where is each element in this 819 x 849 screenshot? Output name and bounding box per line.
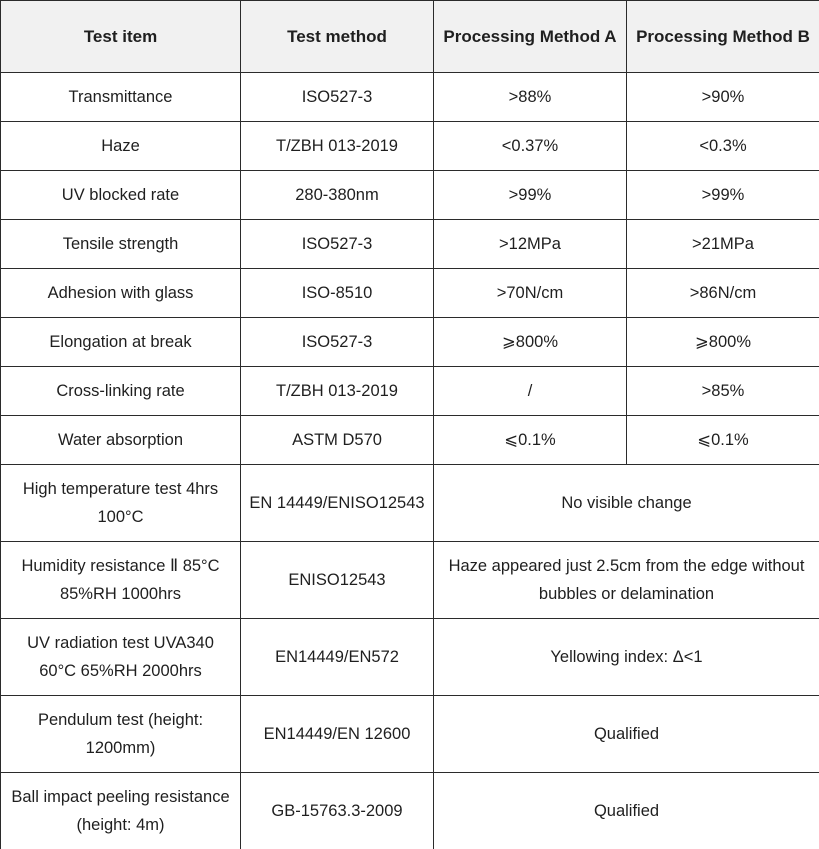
method-a-cell: >12MPa xyxy=(434,220,627,269)
result-cell: Haze appeared just 2.5cm from the edge without bubbles or delamination xyxy=(434,542,819,619)
method-a-cell: / xyxy=(434,367,627,416)
test-item-cell: UV blocked rate xyxy=(1,171,241,220)
header-row xyxy=(1,1,819,73)
result-cell: Qualified xyxy=(434,696,819,773)
test-method-cell: ISO527-3 xyxy=(241,73,434,122)
test-item-cell: Tensile strength xyxy=(1,220,241,269)
table-row xyxy=(1,465,819,542)
table-row xyxy=(1,696,819,773)
method-a-cell: >99% xyxy=(434,171,627,220)
table-row xyxy=(1,220,819,269)
test-item-cell: Humidity resistance Ⅱ 85°C 85%RH 1000hrs xyxy=(1,542,241,619)
test-method-cell: ISO527-3 xyxy=(241,318,434,367)
method-a-cell: >70N/cm xyxy=(434,269,627,318)
table-row xyxy=(1,269,819,318)
table-row xyxy=(1,73,819,122)
method-a-cell: ⩾800% xyxy=(434,318,627,367)
test-item-cell: High temperature test 4hrs 100°C xyxy=(1,465,241,542)
table-row xyxy=(1,367,819,416)
test-method-cell: ISO527-3 xyxy=(241,220,434,269)
test-method-cell: T/ZBH 013-2019 xyxy=(241,122,434,171)
test-item-cell: UV radiation test UVA340 60°C 65%RH 2000hrs xyxy=(1,619,241,696)
method-b-cell: ⩾800% xyxy=(627,318,819,367)
method-b-cell: ⩽0.1% xyxy=(627,416,819,465)
method-b-cell: >85% xyxy=(627,367,819,416)
test-method-cell: ASTM D570 xyxy=(241,416,434,465)
method-b-cell: <0.3% xyxy=(627,122,819,171)
test-item-cell: Elongation at break xyxy=(1,318,241,367)
test-method-cell: ISO-8510 xyxy=(241,269,434,318)
method-a-cell: ⩽0.1% xyxy=(434,416,627,465)
result-cell: No visible change xyxy=(434,465,819,542)
header-test-item: Test item xyxy=(1,1,241,73)
test-method-cell: 280-380nm xyxy=(241,171,434,220)
table-row xyxy=(1,773,819,849)
result-cell: Qualified xyxy=(434,773,819,849)
header-test-method: Test method xyxy=(241,1,434,73)
test-item-cell: Adhesion with glass xyxy=(1,269,241,318)
test-method-cell: ENISO12543 xyxy=(241,542,434,619)
header-method-b: Processing Method B xyxy=(627,1,819,73)
result-cell: Yellowing index: Δ<1 xyxy=(434,619,819,696)
method-b-cell: >90% xyxy=(627,73,819,122)
table-row xyxy=(1,619,819,696)
method-a-cell: >88% xyxy=(434,73,627,122)
test-item-cell: Pendulum test (height: 1200mm) xyxy=(1,696,241,773)
method-b-cell: >86N/cm xyxy=(627,269,819,318)
table-row xyxy=(1,318,819,367)
test-method-cell: GB-15763.3-2009 xyxy=(241,773,434,849)
test-method-cell: EN14449/EN572 xyxy=(241,619,434,696)
method-b-cell: >99% xyxy=(627,171,819,220)
table-row xyxy=(1,416,819,465)
test-method-cell: EN14449/EN 12600 xyxy=(241,696,434,773)
table-row xyxy=(1,122,819,171)
header-method-a: Processing Method A xyxy=(434,1,627,73)
test-item-cell: Haze xyxy=(1,122,241,171)
test-method-cell: T/ZBH 013-2019 xyxy=(241,367,434,416)
test-method-cell: EN 14449/ENISO12543 xyxy=(241,465,434,542)
table-row xyxy=(1,171,819,220)
test-item-cell: Cross-linking rate xyxy=(1,367,241,416)
method-b-cell: >21MPa xyxy=(627,220,819,269)
test-item-cell: Water absorption xyxy=(1,416,241,465)
test-item-cell: Ball impact peeling resistance (height: 4m) xyxy=(1,773,241,849)
method-a-cell: <0.37% xyxy=(434,122,627,171)
table-row xyxy=(1,542,819,619)
test-item-cell: Transmittance xyxy=(1,73,241,122)
